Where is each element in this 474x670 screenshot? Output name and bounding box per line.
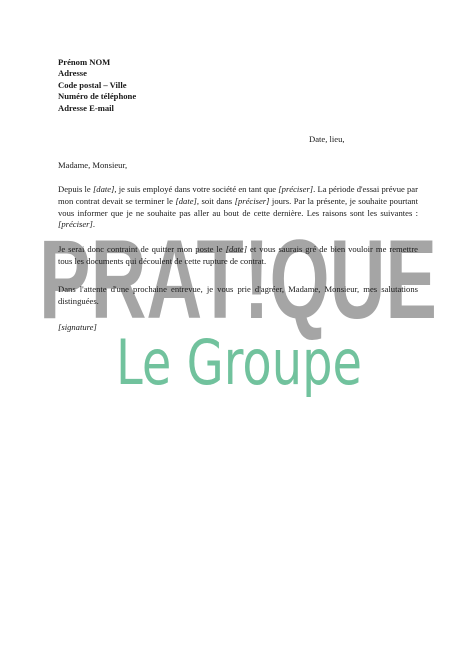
paragraph-probation	[58, 184, 418, 231]
placeholder-reasons: [préciser]	[58, 219, 93, 230]
paragraph-closing: Dans l'attente d'une prochaine entrevue, je vous prie d'agréer, Madame, Monsieur, mes salutations distinguées.	[58, 284, 418, 306]
sender-block	[58, 57, 136, 114]
signature-placeholder: [signature]	[58, 322, 97, 332]
sender-postal-city: Code postal – Ville	[58, 79, 127, 90]
placeholder-date: [date]	[92, 184, 115, 194]
watermark-pratique-text: PRAT!QUE	[39, 217, 438, 342]
placeholder-date: [date]	[225, 244, 248, 254]
sender-name: Prénom NOM	[58, 57, 111, 67]
salutation: Madame, Monsieur,	[58, 160, 128, 170]
text-run: Depuis le	[58, 184, 93, 194]
paragraph-departure	[58, 244, 418, 268]
sender-address: Adresse	[58, 68, 87, 79]
text-run: , je suis employé dans votre société en tant que	[114, 184, 279, 194]
sender-phone: Numéro de téléphone	[58, 91, 137, 102]
placeholder-date: [date]	[175, 195, 197, 206]
placeholder-position: [préciser]	[278, 184, 314, 194]
text-run: jours. Par la présente, je souhaite pourtant vous informer que je ne souhaite pas aller au bout de cette dernière. Les raisons sont les suivantes :	[58, 195, 418, 218]
watermark-le-groupe	[114, 326, 364, 399]
text-run: .	[92, 219, 96, 230]
text-run: , soit dans	[196, 195, 235, 206]
placeholder-days: [préciser]	[234, 195, 270, 206]
text-run: Je serai donc contraint de quitter mon poste le	[58, 244, 226, 254]
watermark-le-groupe-text: Le Groupe	[116, 326, 362, 399]
sender-email: Adresse E-mail	[58, 102, 114, 113]
date-place: Date, lieu,	[309, 134, 345, 144]
text-run: . La période d'essai prévue par mon contrat devait se terminer le	[58, 184, 418, 206]
watermark-pratique	[36, 217, 440, 342]
text-run: et vous saurais gré de bien vouloir me remettre tous les documents qui découlent de cette rupture de contrat.	[58, 244, 418, 266]
